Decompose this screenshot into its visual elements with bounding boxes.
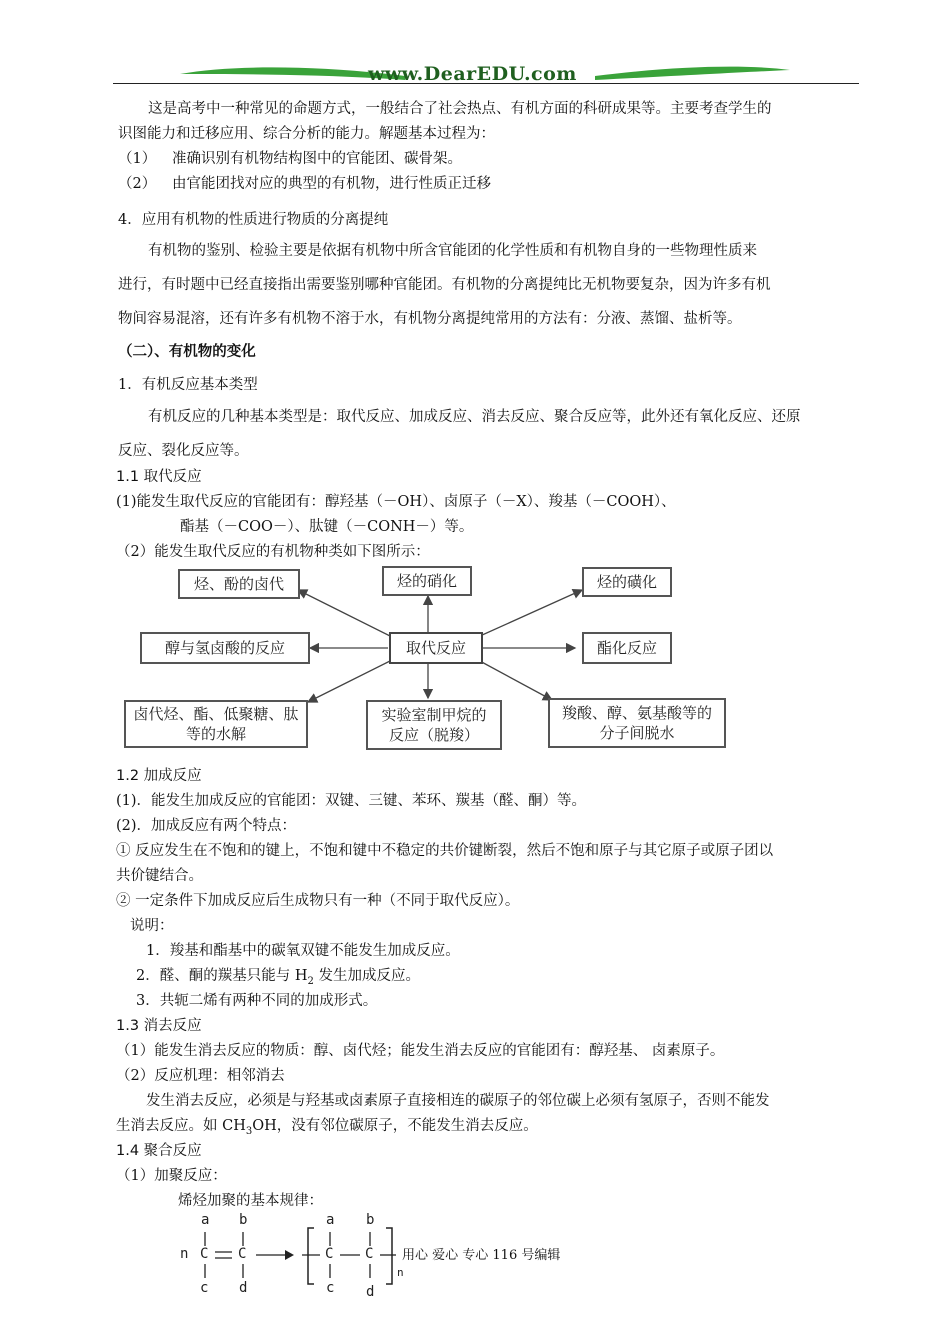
paragraph-line: 反应、裂化反应等。 bbox=[118, 443, 249, 459]
text: 生消去反应。如 CH bbox=[116, 1118, 246, 1134]
paragraph-line: 有机物的鉴别、检验主要是依据有机物中所含官能团的化学性质和有机物自身的一些物理性质来 bbox=[148, 243, 757, 259]
list-item-text: 准确识别有机物结构图中的官能团、碳骨架。 bbox=[172, 151, 462, 167]
diagram-node-alcohol-hx: 醇与氢卤酸的反应 bbox=[140, 632, 310, 664]
note-label: 说明： bbox=[130, 918, 174, 934]
formula-substituent: a bbox=[201, 1212, 210, 1228]
header-rule bbox=[113, 83, 859, 84]
arrow-to-tr bbox=[480, 590, 582, 636]
paragraph-line: 进行，有时题中已经直接指出需要鉴别哪种官能团。有机物的分离提纯比无机物要复杂，因为许多有机 bbox=[118, 277, 771, 293]
text: OH，没有邻位碳原子，不能发生消去反应。 bbox=[252, 1118, 538, 1134]
note-text: 发生加成反应。 bbox=[313, 968, 420, 984]
section-title: （二）、有机物的变化 bbox=[118, 343, 256, 360]
paragraph-line: 有机反应的几种基本类型是：取代反应、加成反应、消去反应、聚合反应等，此外还有氧化反应、还原 bbox=[148, 409, 801, 425]
paragraph-line: 这是高考中一种常见的命题方式，一般结合了社会热点、有机方面的科研成果等。主要考查学生的 bbox=[148, 101, 772, 117]
list-number: （1） bbox=[118, 151, 157, 167]
diagram-center-node: 取代反应 bbox=[389, 632, 483, 664]
diagram-node-esterification: 酯化反应 bbox=[582, 632, 672, 664]
subsection-heading: 1.4 聚合反应 bbox=[116, 1143, 202, 1159]
formula-substituent: c bbox=[326, 1280, 335, 1296]
formula-substituent: c bbox=[200, 1280, 209, 1296]
formula-atom: C bbox=[325, 1246, 334, 1262]
arrow-to-br bbox=[478, 660, 552, 700]
paragraph-line bbox=[116, 1116, 538, 1136]
subscript: 2 bbox=[307, 975, 314, 987]
paragraph-line: （1）能发生消去反应的物质：醇、卤代烃；能发生消去反应的官能团有：醇羟基、 卤素原子。 bbox=[116, 1043, 725, 1059]
diagram-node-dehydration: 羧酸、醇、氨基酸等的分子间脱水 bbox=[548, 698, 726, 748]
paragraph-line: 发生消去反应，必须是与羟基或卤素原子直接相连的碳原子的邻位碳上必须有氢原子，否则不能发 bbox=[146, 1093, 770, 1109]
paragraph-line: （2）能发生取代反应的有机物种类如下图所示： bbox=[116, 544, 430, 560]
formula-coefficient: n bbox=[180, 1246, 189, 1262]
footer-text: 用心 爱心 专心 116 号编辑 bbox=[402, 1248, 561, 1263]
note-item bbox=[136, 966, 420, 986]
paragraph-line: 共价键结合。 bbox=[116, 868, 203, 884]
arrow-to-bl bbox=[308, 660, 392, 702]
banner-swoosh-right bbox=[595, 67, 790, 80]
formula-atom: C bbox=[365, 1246, 374, 1262]
paragraph-line: 酯基（－COO－）、肽键（－CONH－）等。 bbox=[180, 519, 474, 535]
subsection-heading: 1.3 消去反应 bbox=[116, 1018, 202, 1034]
note-item: 3．共轭二烯有两种不同的加成形式。 bbox=[136, 993, 378, 1009]
paragraph-line: ② 一定条件下加成反应后生成物只有一种（不同于取代反应）。 bbox=[116, 893, 520, 909]
arrow-to-tl bbox=[298, 590, 390, 636]
formula-substituent: d bbox=[239, 1280, 248, 1296]
subsection-heading: 1．有机反应基本类型 bbox=[118, 377, 258, 393]
formula-substituent: b bbox=[239, 1212, 248, 1228]
paragraph-line: （2）反应机理：相邻消去 bbox=[116, 1068, 285, 1084]
list-item-text: 由官能团找对应的典型的有机物，进行性质正迁移 bbox=[172, 176, 491, 192]
diagram-node-decarboxylation: 实验室制甲烷的反应（脱羧） bbox=[366, 700, 502, 750]
subsection-heading: 1.2 加成反应 bbox=[116, 768, 202, 784]
diagram-node-sulfonation: 烃的磺化 bbox=[582, 567, 672, 597]
paragraph-line: (1)．能发生加成反应的官能团：双键、三键、苯环、羰基（醛、酮）等。 bbox=[116, 793, 587, 809]
section-heading: 4．应用有机物的性质进行物质的分离提纯 bbox=[118, 212, 389, 228]
paragraph-line: （1）加聚反应： bbox=[116, 1168, 227, 1184]
diagram-node-hydrolysis: 卤代烃、酯、低聚糖、肽等的水解 bbox=[124, 700, 308, 748]
paragraph-line: 物间容易混溶，还有许多有机物不溶于水，有机物分离提纯常用的方法有：分液、蒸馏、盐析等。 bbox=[118, 311, 742, 327]
paragraph-line: 识图能力和迁移应用、综合分析的能力。解题基本过程为： bbox=[118, 126, 495, 142]
diagram-node-nitration: 烃的硝化 bbox=[382, 566, 472, 596]
paragraph-line: ① 反应发生在不饱和的键上，不饱和键中不稳定的共价键断裂，然后不饱和原子与其它原子或原子团以 bbox=[116, 843, 774, 859]
paragraph-line: (1)能发生取代反应的官能团有：醇羟基（－OH）、卤原子（－X）、羧基（－COOH）、 bbox=[116, 494, 676, 510]
formula-atom: C bbox=[238, 1246, 247, 1262]
paragraph-line: (2)．加成反应有两个特点： bbox=[116, 818, 297, 834]
site-logo-text: www.DearEDU.com bbox=[368, 63, 577, 85]
diagram-node-halogenation: 烃、酚的卤代 bbox=[178, 569, 300, 599]
formula-substituent: a bbox=[326, 1212, 335, 1228]
formula-substituent: d bbox=[366, 1284, 375, 1300]
list-number: （2） bbox=[118, 176, 157, 192]
subsection-heading: 1.1 取代反应 bbox=[116, 469, 202, 485]
formula-subscript: n bbox=[397, 1266, 404, 1279]
note-item: 1．羧基和酯基中的碳氧双键不能发生加成反应。 bbox=[146, 943, 460, 959]
formula-substituent: b bbox=[366, 1212, 375, 1228]
note-text: 2．醛、酮的羰基只能与 H bbox=[136, 968, 308, 984]
formula-atom: C bbox=[200, 1246, 209, 1262]
paragraph-line: 烯烃加聚的基本规律： bbox=[178, 1193, 323, 1209]
subscript: 3 bbox=[245, 1125, 253, 1137]
